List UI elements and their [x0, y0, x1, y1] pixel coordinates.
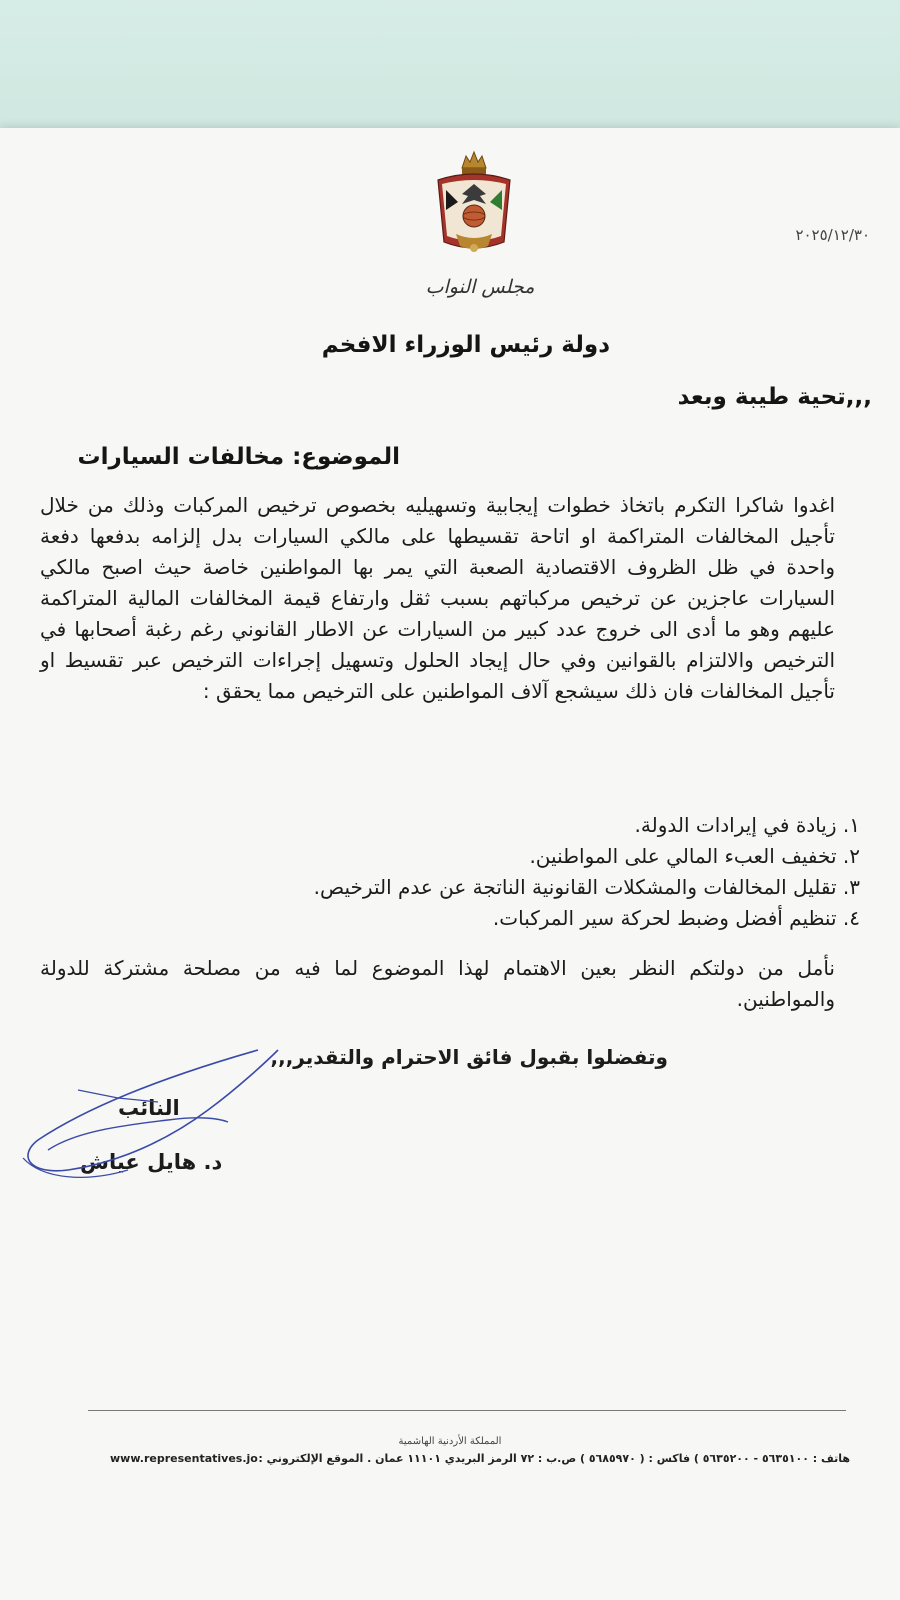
signer-name: د. هايل عياش [80, 1150, 223, 1174]
recipient-heading: دولة رئيس الوزراء الافخم [321, 332, 610, 358]
footer-divider [88, 1410, 846, 1411]
regards-line: وتفضلوا بقبول فائق الاحترام والتقدير,,, [270, 1045, 668, 1069]
website-link[interactable]: www.representatives.jo [110, 1452, 258, 1465]
closing-paragraph: نأمل من دولتكم النظر بعين الاهتمام لهذا الموضوع لما فيه من مصلحة مشتركة للدولة والمواطنين. [40, 956, 835, 1011]
signer-title: النائب [118, 1096, 180, 1120]
contact-details: هاتف : ٥٦٣٥١٠٠ - ٥٦٣٥٢٠٠ ) فاكس : ( ٥٦٨٥٩٧٠ ) ص.ب : ٧٢ الرمز البريدي ١١١٠١ عمان . الموقع الإلكتروني : [258, 1452, 850, 1465]
letter-body: اغدوا شاكرا التكرم باتخاذ خطوات إيجابية وتسهيليه بخصوص ترخيص المركبات وذلك من خلال تأجيل المخالفات المتراكمة او اتاحة تقسيطها على مالكي السيارات بدل إلزامه بدفعها دفعة واحدة في ظل الظروف الاقتصادية الصعبة التي يمر بها المواطنين خاصة حيث اصبح مالكي السيارات عاجزين عن ترخيص مركباتهم بسبب ثقل وارتفاع قيمة المخالفات المالية المتراكمة عليهم وهو ما أدى الى خروج عدد كبير من السيارات عن الاطار القانوني رغم رغبة أصحابها في الترخيص والالتزام بالقوانين وفي حال إيجاد الحلول وتسهيل إجراءات الترخيص عبر تقسيط او تأجيل المخالفات فان ذلك سيشجع آلاف المواطنين على الترخيص مما يحقق : [40, 493, 835, 703]
letter-date: ٢٠٢٥/١٢/٣٠ [795, 226, 870, 244]
benefit-item: ١. زيادة في إيرادات الدولة. [634, 813, 860, 837]
benefits-list [160, 810, 860, 934]
background-wall [0, 0, 900, 140]
benefit-item: ٢. تخفيف العبء المالي على المواطنين. [529, 844, 860, 868]
parliament-logotype: مجلس النواب [425, 276, 535, 298]
footer-seal-text: المملكة الأردنية الهاشمية [398, 1436, 502, 1447]
subject-line: الموضوع: مخالفات السيارات [77, 444, 400, 470]
benefit-item: ٣. تقليل المخالفات والمشكلات القانونية الناتجة عن عدم الترخيص. [313, 875, 860, 899]
benefit-item: ٤. تنظيم أفضل وضبط لحركة سير المركبات. [492, 906, 860, 930]
coat-of-arms-icon [432, 150, 516, 260]
greeting: تحية طيبة وبعد,,, [677, 384, 872, 410]
signature-mark [8, 1030, 308, 1200]
